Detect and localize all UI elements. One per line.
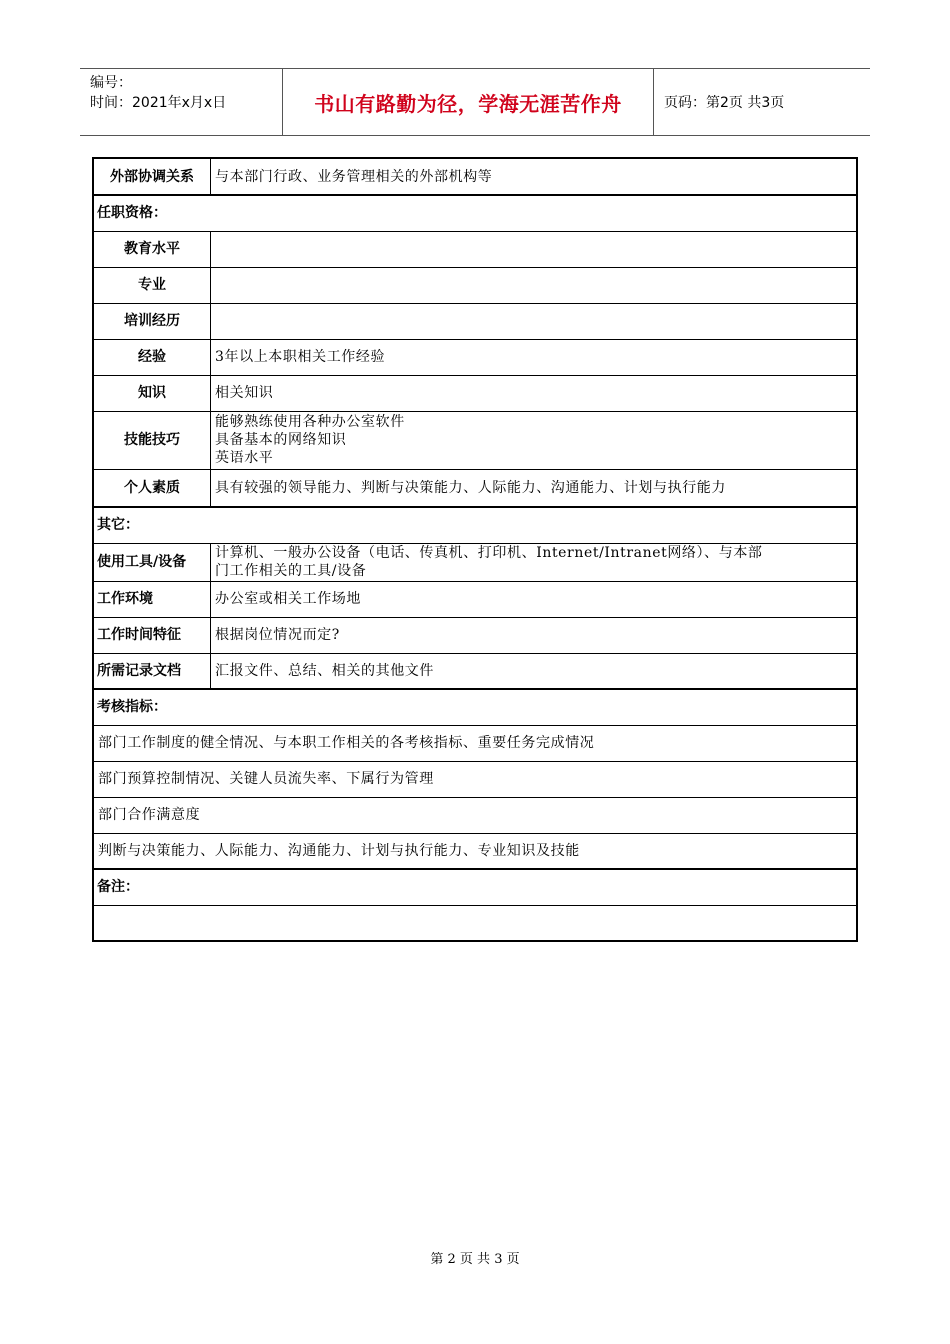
kpi-item: 部门合作满意度 [93, 797, 857, 833]
kpi-item: 部门工作制度的健全情况、与本职工作相关的各考核指标、重要任务完成情况 [93, 725, 857, 761]
training-label: 培训经历 [93, 303, 211, 339]
row-kpi-item [93, 833, 857, 869]
header-page-info: 页码：第2页 共3页 [664, 95, 785, 111]
tools-label: 使用工具/设备 [93, 543, 211, 581]
other-section-title: 其它： [93, 507, 857, 543]
document-number-label: 编号： [90, 75, 132, 91]
row-qualifications-title [93, 195, 857, 231]
environment-label: 工作环境 [93, 581, 211, 617]
environment-value: 办公室或相关工作场地 [211, 581, 858, 617]
knowledge-label: 知识 [93, 375, 211, 411]
row-environment [93, 581, 857, 617]
qualifications-section-title: 任职资格： [93, 195, 857, 231]
row-experience [93, 339, 857, 375]
row-tools [93, 543, 857, 581]
training-value [211, 303, 858, 339]
skills-line: 英语水平 [215, 450, 274, 466]
external-relations-value: 与本部门行政、业务管理相关的外部机构等 [211, 158, 858, 195]
row-kpi-item [93, 725, 857, 761]
skills-label: 技能技巧 [93, 411, 211, 469]
work-time-value: 根据岗位情况而定? [211, 617, 858, 653]
row-major [93, 267, 857, 303]
row-kpi-item [93, 761, 857, 797]
header-motto: 书山有路勤为径，学海无涯苦作舟 [282, 69, 654, 135]
experience-label: 经验 [93, 339, 211, 375]
major-label: 专业 [93, 267, 211, 303]
job-description-table [92, 157, 858, 942]
kpi-section-title: 考核指标： [93, 689, 857, 725]
header-meta [80, 69, 282, 135]
row-kpi-title [93, 689, 857, 725]
row-kpi-item [93, 797, 857, 833]
remarks-section-title: 备注： [93, 869, 857, 905]
documents-value: 汇报文件、总结、相关的其他文件 [211, 653, 858, 689]
education-label: 教育水平 [93, 231, 211, 267]
row-work-time [93, 617, 857, 653]
row-remarks-title [93, 869, 857, 905]
tools-value [211, 543, 858, 581]
row-education [93, 231, 857, 267]
row-skills [93, 411, 857, 469]
external-relations-label: 外部协调关系 [93, 158, 211, 195]
work-time-label: 工作时间特征 [93, 617, 211, 653]
tools-line: 计算机、一般办公设备（电话、传真机、打印机、Internet/Intranet网络）、与本部 [215, 545, 763, 561]
kpi-item: 部门预算控制情况、关键人员流失率、下属行为管理 [93, 761, 857, 797]
personal-quality-value: 具有较强的领导能力、判断与决策能力、人际能力、沟通能力、计划与执行能力 [211, 469, 858, 507]
skills-value [211, 411, 858, 469]
major-value [211, 267, 858, 303]
remarks-value [93, 905, 857, 941]
page-footer: 第 2 页 共 3 页 [430, 1252, 520, 1267]
skills-line: 具备基本的网络知识 [215, 432, 347, 448]
row-knowledge [93, 375, 857, 411]
page-header [80, 68, 870, 136]
kpi-item: 判断与决策能力、人际能力、沟通能力、计划与执行能力、专业知识及技能 [93, 833, 857, 869]
skills-line: 能够熟练使用各种办公室软件 [215, 414, 405, 430]
documents-label: 所需记录文档 [93, 653, 211, 689]
row-external-relations [93, 158, 857, 195]
document-time-label: 时间：2021年x月x日 [90, 95, 227, 111]
experience-value: 3年以上本职相关工作经验 [211, 339, 858, 375]
row-remarks-value [93, 905, 857, 941]
education-value [211, 231, 858, 267]
row-other-title [93, 507, 857, 543]
knowledge-value: 相关知识 [211, 375, 858, 411]
personal-quality-label: 个人素质 [93, 469, 211, 507]
tools-line: 门工作相关的工具/设备 [215, 563, 367, 579]
row-documents [93, 653, 857, 689]
row-training [93, 303, 857, 339]
row-personal-quality [93, 469, 857, 507]
